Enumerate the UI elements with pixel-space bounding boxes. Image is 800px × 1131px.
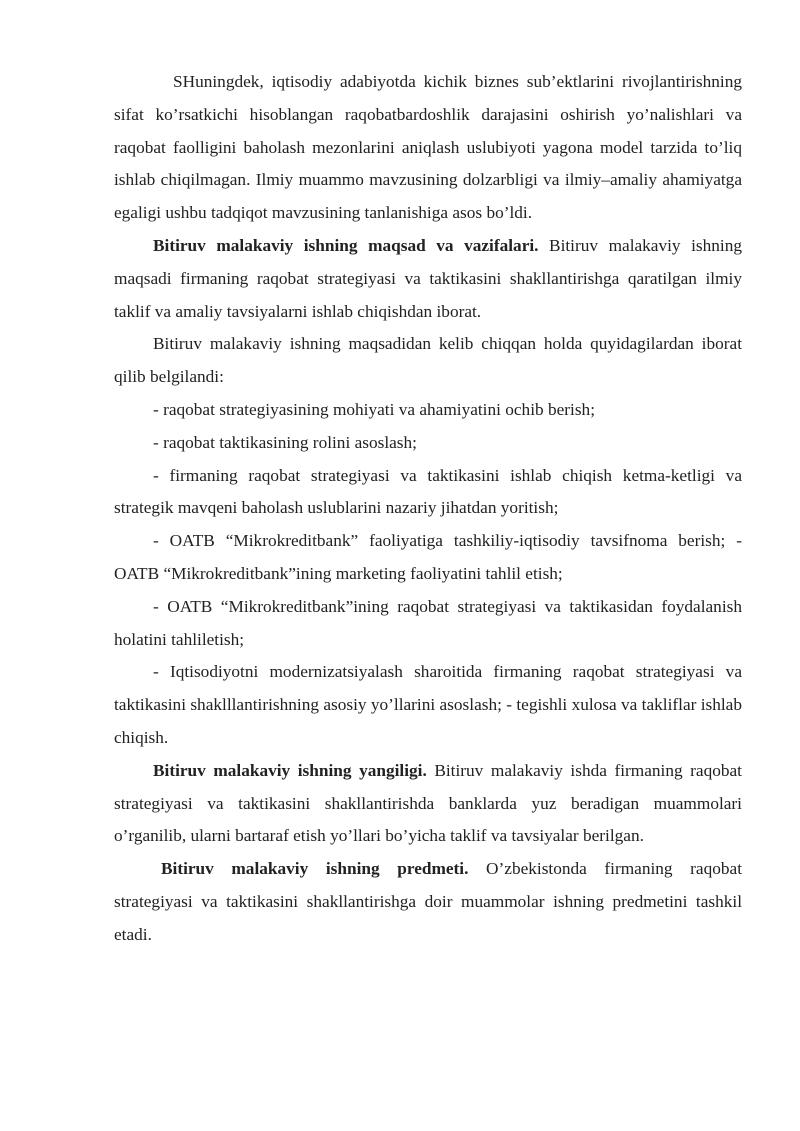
paragraph-text: Bitiruv malakaviy ishning maqsadi firmaning raqobat strategiyasi va taktikasini shakllantirishga qaratilgan ilmiy taklif va amaliy tavsiyalarni ishlab chiqishdan iborat. xyxy=(114,235,743,321)
paragraph-heading: Bitiruv malakaviy ishning maqsad va vazifalari. xyxy=(153,235,539,255)
paragraph-novelty xyxy=(114,755,742,853)
list-item-task xyxy=(114,591,742,657)
list-item-task xyxy=(114,427,742,460)
paragraph-heading: Bitiruv malakaviy ishning predmeti. xyxy=(161,859,469,879)
list-item-text: - OATB “Mikrokreditbank”ining raqobat strategiyasi va taktikasidan foydalanish holatini tahliletish; xyxy=(114,596,742,649)
paragraph-heading: Bitiruv malakaviy ishning yangiligi. xyxy=(153,760,427,780)
paragraph-tasks-intro xyxy=(114,328,742,394)
paragraph-subject xyxy=(114,853,742,951)
paragraph-text: Bitiruv malakaviy ishning maqsadidan kelib chiqqan holda quyidagilardan iborat qilib belgilandi: xyxy=(114,334,742,387)
paragraph-text: SHuningdek, iqtisodiy adabiyotda kichik biznes sub’ektlarini rivojlantirishning sifat ko’rsatkichi hisoblangan raqobatbardoshlik darajasini oshirish yo’nalishlari va raqobat faolligini baholash mezonlarini aniqlash uslubiyoti yagona model tarzida to’liq ishlab chiqilmagan. Ilmiy muammo mavzusining dolzarbligi va ilmiy–amaliy ahamiyatga egaligi ushbu tadqiqot mavzusining tanlanishiga asos bo’ldi. xyxy=(114,72,742,223)
list-item-task xyxy=(114,525,742,591)
list-item-task xyxy=(114,460,742,526)
paragraph-text: O’zbekistonda firmaning raqobat strategiyasi va taktikasini shakllantirishga doir muammolar ishning predmetini tashkil etadi. xyxy=(114,859,742,944)
paragraph-goal xyxy=(114,230,742,328)
list-item-text: - OATB “Mikrokreditbank” faoliyatiga tashkiliy-iqtisodiy tavsifnoma berish; - OATB “Mikrokreditbank”ining marketing faoliyatini tahlil etish; xyxy=(114,531,742,583)
list-item-text: - raqobat taktikasining rolini asoslash; xyxy=(153,432,417,452)
list-item-text: - Iqtisodiyotni modernizatsiyalash sharoitida firmaning raqobat strategiyasi va taktikasini shaklllantirishning asosiy yo’llarini asoslash; - tegishli xulosa va takliflar ishlab chiqish. xyxy=(114,662,742,747)
list-item-text: - raqobat strategiyasining mohiyati va ahamiyatini ochib berish; xyxy=(153,399,595,419)
list-item-task xyxy=(114,656,742,754)
paragraph-intro xyxy=(114,66,742,230)
list-item-task xyxy=(114,394,742,427)
list-item-text: - firmaning raqobat strategiyasi va taktikasini ishlab chiqish ketma-ketligi va strategik mavqeni baholash uslublarini nazariy jihatdan yoritish; xyxy=(114,465,742,518)
paragraph-text: Bitiruv malakaviy ishda firmaning raqobat strategiyasi va taktikasini shakllantirishda banklarda yuz beradigan muammolari o’rganilib, ularni bartaraf etish yo’llari bo’yicha taklif va tavsiyalar berilgan. xyxy=(114,760,742,846)
